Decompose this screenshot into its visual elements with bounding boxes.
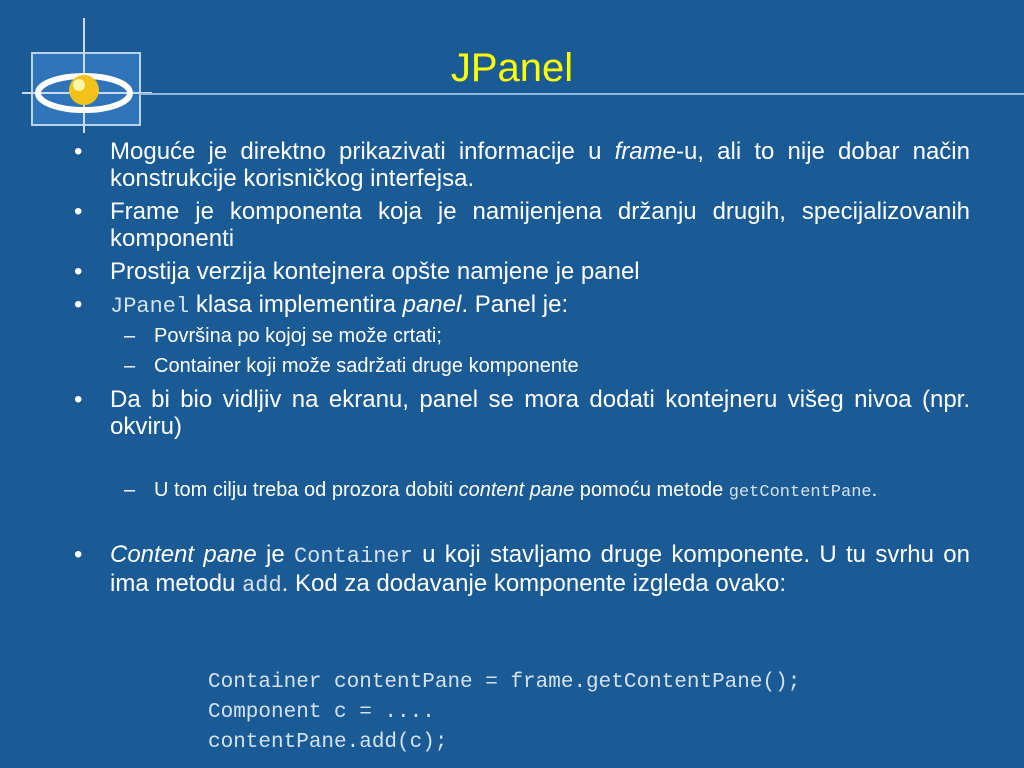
sub-bullet-marker: – [124,479,136,501]
bullet-text: -u, ali to nije dobar način konstrukcije korisničkog interfejsa. [110,138,970,192]
bullet-item [72,138,970,192]
bullet-text: Da bi bio vidljiv na ekranu, panel se mora dodati kontejneru višeg nivoa (npr. okviru) [110,386,970,440]
bullet-item [72,291,970,320]
bullet-item [72,541,970,599]
code-line: contentPane.add(c); [208,731,448,754]
bullet-text: Moguće je direktno prikazivati informacije u [110,138,615,165]
sub-bullet-text: pomoću metode [574,479,729,501]
bullet-marker: • [74,291,83,318]
bullet-item [72,386,970,440]
sub-bullet-text: U tom cilju treba od prozora dobiti [154,479,459,501]
inline-code: JPanel [110,294,190,319]
bullet-marker: • [74,198,83,225]
bullet-marker: • [74,541,83,568]
slide-content [72,138,970,599]
bullet-item [72,258,970,285]
inline-code: add [242,573,282,598]
bullet-marker: • [74,386,83,413]
bullet-text: . Panel je: [461,291,569,318]
bullet-text: Prostija verzija kontejnera opšte namjene je panel [110,258,640,285]
bullet-text: u koji stavljamo druge komponente. U tu svrhu on ima metodu [110,541,970,597]
sub-bullet-text: Container koji može sadržati druge komponente [154,355,579,377]
bullet-marker: • [74,138,83,165]
sub-bullet-emphasis: content pane [458,479,575,501]
code-block [208,668,800,758]
code-line: Container contentPane = frame.getContentPane(); [208,671,801,694]
sub-bullet-item [72,354,970,378]
inline-code: Container [293,544,413,569]
bullet-emphasis: Content pane [110,541,257,568]
sub-bullet-marker: – [124,355,136,377]
bullet-text: Frame je komponenta koja je namijenjena držanju drugih, specijalizovanih komponenti [110,198,970,252]
sub-bullet-item [72,478,970,505]
sub-bullet-marker: – [124,325,136,347]
slide-title: JPanel [450,46,574,90]
title-rule [140,93,1024,95]
sub-bullet-text: . [871,479,878,501]
bullet-text: je [256,541,294,568]
bullet-emphasis: frame [614,138,676,165]
code-line: Component c = .... [208,701,435,724]
sub-bullet-item [72,324,970,348]
sub-bullet-text: Površina po kojoj se može crtati; [154,325,442,347]
bullet-marker: • [74,258,83,285]
bullet-emphasis: panel [402,291,462,318]
bullet-text: klasa implementira [189,291,403,318]
bullet-item [72,198,970,252]
bullet-text: . Kod za dodavanje komponente izgleda ovako: [281,570,787,597]
inline-code: getContentPane [728,483,872,502]
